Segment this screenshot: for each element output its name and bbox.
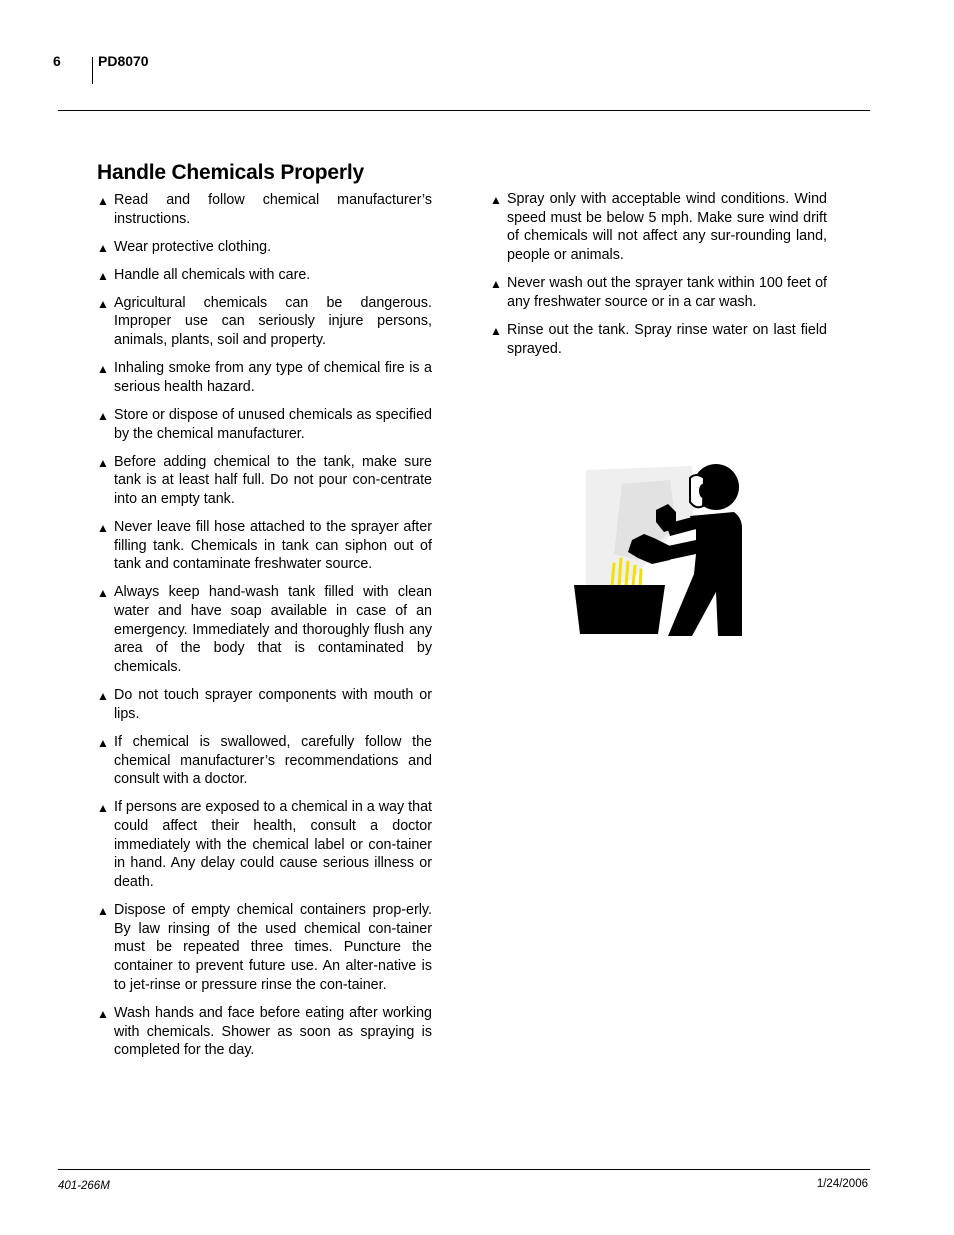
chemical-handling-safety-icon (572, 462, 744, 638)
list-item: ▲ Rinse out the tank. Spray rinse water on last field sprayed. (490, 321, 827, 357)
list-item: ▲ Never wash out the sprayer tank within 100 feet of any freshwater source or in a car wash. (490, 275, 827, 310)
triangle-bullet-icon: ▲ (97, 240, 109, 255)
triangle-bullet-icon: ▲ (490, 277, 502, 292)
list-item: ▲ Handle all chemicals with care. (97, 266, 311, 283)
list-item: ▲ Wear protective clothing. (97, 238, 272, 255)
tank (574, 585, 665, 634)
triangle-bullet-icon: ▲ (97, 268, 109, 283)
triangle-bullet-icon: ▲ (97, 362, 109, 377)
list-item: ▲ Agricultural chemicals can be dangerous. Improper use can seriously injure persons, animals, plants, soil and property. (97, 294, 432, 349)
triangle-bullet-icon: ▲ (97, 735, 109, 750)
goggles (699, 484, 707, 498)
list-item: ▲ Wash hands and face before eating after working with chemicals. Shower as soon as spraying is completed for the day. (97, 1004, 432, 1059)
triangle-bullet-icon: ▲ (97, 904, 109, 919)
triangle-bullet-icon: ▲ (97, 194, 109, 208)
triangle-bullet-icon: ▲ (97, 801, 109, 816)
list-item: ▲ Dispose of empty chemical containers prop-erly. By law rinsing of the used chemical con-tainer must be repeated three times. Puncture the container to prevent future use. An alter-native is to jet-rinse or pressure rinse the con-tainer. (97, 902, 432, 993)
triangle-bullet-icon: ▲ (490, 193, 502, 207)
triangle-bullet-icon: ▲ (97, 520, 109, 535)
triangle-bullet-icon: ▲ (97, 689, 109, 704)
document-code: PD8070 (98, 53, 149, 69)
list-item: ▲ If persons are exposed to a chemical in a way that could affect their health, consult a doctor immediately with the chemical label or con-tainer in hand. Any delay could cause serious illness or death. (97, 799, 432, 891)
triangle-bullet-icon: ▲ (97, 455, 109, 470)
triangle-bullet-icon: ▲ (490, 323, 502, 338)
header-divider (92, 57, 93, 84)
list-item: ▲ Do not touch sprayer components with mouth or lips. (97, 687, 432, 722)
list-item: ▲ Never leave fill hose attached to the sprayer after filling tank. Chemicals in tank can siphon out of tank and contaminate freshwater source. (97, 518, 432, 573)
triangle-bullet-icon: ▲ (97, 408, 109, 423)
triangle-bullet-icon: ▲ (97, 586, 109, 601)
triangle-bullet-icon: ▲ (97, 296, 109, 311)
left-bullet-list (97, 191, 432, 1069)
list-item: ▲ Store or dispose of unused chemicals as specified by the chemical manufacturer. (97, 406, 432, 442)
list-item: ▲ Before adding chemical to the tank, make sure tank is at least half full. Do not pour con-centrate into an empty tank. (97, 453, 432, 507)
page-number: 6 (53, 53, 61, 69)
section-title: Handle Chemicals Properly (97, 161, 364, 184)
list-item: ▲ Inhaling smoke from any type of chemical fire is a serious health hazard. (97, 360, 432, 395)
footer-doc-number: 401-266M (58, 1180, 110, 1192)
list-item: ▲ Always keep hand-wash tank filled with clean water and have soap available in case of an emergency. Immediately and thoroughly flush any area of the body that is contaminated by chemicals. (97, 584, 432, 676)
list-item: ▲ If chemical is swallowed, carefully follow the chemical manufacturer’s recommendations and consult with a doctor. (97, 733, 432, 788)
footer-date: 1/24/2006 (816, 1178, 868, 1190)
list-item: ▲ Read and follow chemical manufacturer’s instructions. (97, 192, 432, 227)
list-item: ▲ Spray only with acceptable wind conditions. Wind speed must be below 5 mph. Make sure wind drift of chemicals will not affect any sur-rounding land, people or animals. (490, 191, 827, 264)
triangle-bullet-icon: ▲ (97, 1006, 109, 1021)
top-rule (58, 110, 870, 111)
bottom-rule (58, 1169, 870, 1170)
right-bullet-list (490, 190, 827, 368)
